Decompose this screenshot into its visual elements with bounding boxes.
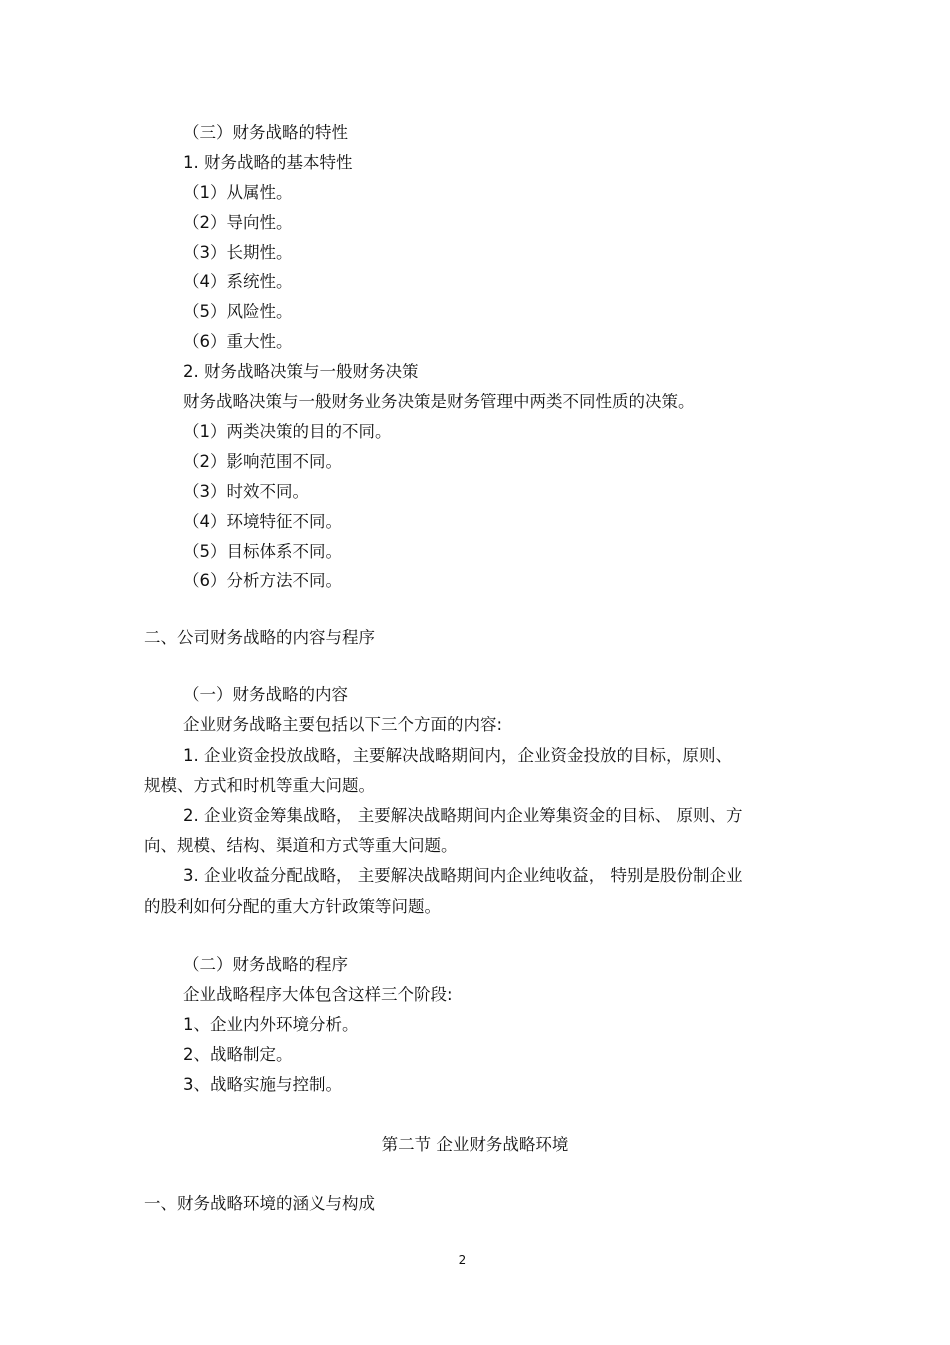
paragraph: 企业财务战略主要包括以下三个方面的内容: — [183, 715, 503, 734]
subsection-heading: （一）财务战略的内容 — [183, 685, 348, 704]
item-heading: 1. 财务战略的基本特性 — [183, 153, 353, 172]
subsection-heading: （三）财务战略的特性 — [183, 123, 348, 142]
paragraph: 企业战略程序大体包含这样三个阶段: — [183, 985, 453, 1004]
list-item: （4）系统性。 — [183, 272, 293, 291]
list-item: （5）风险性。 — [183, 302, 293, 321]
subsection-heading: （二）财务战略的程序 — [183, 955, 348, 974]
list-item: （4）环境特征不同。 — [183, 512, 342, 531]
list-item: （2）导向性。 — [183, 213, 293, 232]
list-item: （6）重大性。 — [183, 332, 293, 351]
section-heading: 一、财务战略环境的涵义与构成 — [144, 1194, 375, 1213]
page-number: 2 — [458, 1253, 467, 1267]
paragraph: 向、规模、结构、渠道和方式等重大问题。 — [144, 836, 458, 855]
list-item: （5）目标体系不同。 — [183, 542, 342, 561]
list-item: 1、企业内外环境分析。 — [183, 1015, 359, 1034]
section-heading: 二、公司财务战略的内容与程序 — [144, 628, 375, 647]
chapter-section-title: 第二节 企业财务战略环境 — [381, 1135, 569, 1154]
paragraph: 规模、方式和时机等重大问题。 — [144, 776, 375, 795]
paragraph: 3. 企业收益分配战略， 主要解决战略期间内企业纯收益， 特别是股份制企业 — [183, 866, 743, 885]
list-item: （1）两类决策的目的不同。 — [183, 422, 392, 441]
paragraph: 的股利如何分配的重大方针政策等问题。 — [144, 897, 441, 916]
list-item: （3）长期性。 — [183, 243, 293, 262]
paragraph: 财务战略决策与一般财务业务决策是财务管理中两类不同性质的决策。 — [183, 392, 695, 411]
list-item: （6）分析方法不同。 — [183, 571, 342, 590]
item-heading: 2. 财务战略决策与一般财务决策 — [183, 362, 419, 381]
paragraph: 1. 企业资金投放战略，主要解决战略期间内，企业资金投放的目标，原则、 — [183, 746, 732, 765]
list-item: （2）影响范围不同。 — [183, 452, 342, 471]
list-item: （1）从属性。 — [183, 183, 293, 202]
list-item: 3、战略实施与控制。 — [183, 1075, 342, 1094]
list-item: （3）时效不同。 — [183, 482, 309, 501]
list-item: 2、战略制定。 — [183, 1045, 293, 1064]
paragraph: 2. 企业资金筹集战略， 主要解决战略期间内企业筹集资金的目标、 原则、方 — [183, 806, 743, 825]
